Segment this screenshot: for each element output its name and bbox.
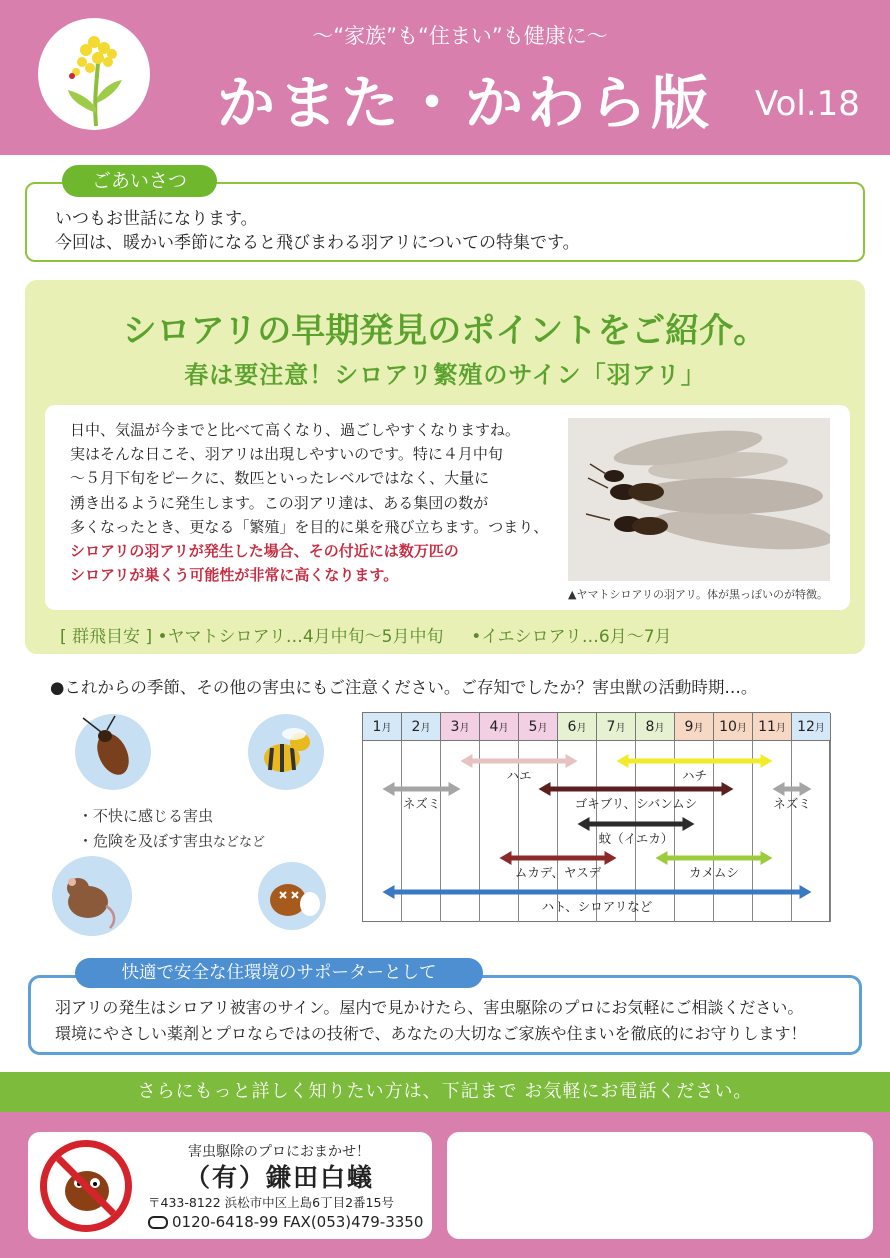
warning-line: シロアリが巣くう可能性が非常に高くなります。	[70, 566, 399, 585]
pest-section-heading: ●これからの季節、その他の害虫にもご注意ください。ご存知でしたか？害虫獣の活動時期…。	[50, 678, 758, 697]
phone-icon	[148, 1216, 168, 1229]
month-header: 10月	[714, 713, 753, 741]
month-header: 11月	[753, 713, 792, 741]
month-header: 7月	[597, 713, 636, 741]
feature-subheadline: 春は要注意！シロアリ繁殖のサイン「羽アリ」	[184, 361, 706, 389]
activity-bar	[656, 851, 773, 865]
pest-note-suffix: などなど	[213, 835, 266, 850]
rat-icon	[52, 856, 132, 936]
month-header: 6月	[558, 713, 597, 741]
greeting-text	[55, 207, 580, 255]
activity-bar	[578, 817, 695, 831]
phone-number[interactable]: 0120-6418-99 FAX(053)479-3350	[172, 1213, 424, 1231]
swarming-season-note: [ 群飛目安 ] •ヤマトシロアリ…4月中旬〜5月中旬 •イエシロアリ…6月〜7月	[60, 627, 672, 647]
month-header: 3月	[441, 713, 480, 741]
activity-bar-label: ゴキブリ、シバンムシ	[574, 796, 698, 811]
feature-headline: シロアリの早期発見のポイントをご紹介。	[122, 311, 768, 351]
logo-circle	[38, 18, 150, 130]
body-line: 多くなったとき、更なる「繁殖」を目的に巣を飛び立ちます。つまり、	[70, 517, 549, 536]
activity-bar	[773, 782, 812, 796]
warning-line: シロアリの羽アリが発生した場合、その付近には数万匹の	[70, 542, 459, 561]
cockroach-icon	[75, 714, 151, 790]
header-tagline: 〜“家族”も“住まい”も健康に〜	[312, 24, 608, 48]
body-line: 日中、気温が今までと比べて高くなり、過ごしやすくなりますね。	[70, 421, 521, 439]
activity-bar-label: ハチ	[681, 768, 708, 783]
month-header: 9月	[675, 713, 714, 741]
activity-bar	[539, 782, 734, 796]
feature-body	[70, 418, 560, 587]
blank-card	[447, 1132, 873, 1239]
pest-notes	[78, 804, 265, 855]
activity-bar	[500, 851, 617, 865]
activity-bar	[383, 885, 812, 899]
activity-bar-label: ハト、シロアリなど	[541, 899, 653, 914]
activity-bar	[383, 782, 461, 796]
activity-bar	[461, 754, 578, 768]
newsletter-title: かまた・かわら版	[216, 69, 713, 137]
month-header: 4月	[480, 713, 519, 741]
bee-icon	[248, 714, 324, 790]
activity-bars	[363, 741, 831, 922]
volume-number: Vol.18	[755, 84, 860, 124]
month-header: 1月	[363, 713, 402, 741]
company-address: 〒433-8122 浜松市中区上島6丁目2番15号	[148, 1195, 394, 1210]
pest-note-line: ・不快に感じる害虫	[78, 807, 214, 825]
body-line: 実はそんな日こそ、羽アリは出現しやすいのです。特に４月中旬	[70, 445, 503, 464]
supporter-tab: 快適で安全な住環境のサポーターとして	[75, 958, 483, 988]
supporter-line: 羽アリの発生はシロアリ被害のサイン。屋内で見かけたら、害虫駆除のプロにお気軽にご相談ください。	[55, 998, 804, 1017]
company-phone	[148, 1213, 423, 1231]
month-header: 2月	[402, 713, 441, 741]
month-header: 5月	[519, 713, 558, 741]
activity-bar-label: ムカデ、ヤスデ	[514, 865, 602, 880]
body-line: 湧き出るように発生します。この羽アリ達は、ある集団の数が	[70, 493, 489, 512]
supporter-line: 環境にやさしい薬剤とプロならではの技術で、あなたの大切なご家族や住まいを徹底的にお守りします！	[55, 1024, 807, 1043]
greeting-line: いつもお世話になります。	[55, 209, 258, 229]
greeting-tab: ごあいさつ	[62, 165, 217, 197]
rapeseed-flower-icon	[38, 18, 150, 130]
activity-bar-label: カメムシ	[688, 865, 740, 880]
month-header: 12月	[792, 713, 831, 741]
termite-photo	[568, 418, 830, 581]
activity-bar-label: ネズミ	[773, 796, 811, 811]
supporter-text	[55, 995, 807, 1047]
no-termite-sign-icon	[40, 1140, 132, 1232]
activity-bar	[617, 754, 773, 768]
dead-termite-icon	[258, 862, 326, 930]
body-line: 〜５月下旬をピークに、数匹といったレベルではなく、大量に	[70, 469, 490, 488]
greeting-line: 今回は、暖かい季節になると飛びまわる羽アリについての特集です。	[55, 233, 580, 253]
activity-bar-label: ハエ	[506, 768, 532, 783]
month-header: 8月	[636, 713, 675, 741]
winged-termite-icon	[568, 418, 830, 581]
activity-bar-label: 蚊（イエカ）	[598, 831, 674, 846]
call-to-action-band: さらにもっと詳しく知りたい方は、下記まで お気軽にお電話ください。	[0, 1072, 890, 1112]
photo-caption: ▲ヤマトシロアリの羽アリ。体が黒っぽいのが特徴。	[568, 588, 829, 601]
pest-activity-calendar	[362, 712, 830, 922]
pest-note-line: ・危険を及ぼす害虫	[78, 832, 214, 850]
company-name: （有）鎌田白蟻	[185, 1163, 375, 1192]
activity-bar-label: ネズミ	[402, 796, 441, 811]
company-tagline: 害虫駆除のプロにおまかせ！	[188, 1144, 370, 1160]
